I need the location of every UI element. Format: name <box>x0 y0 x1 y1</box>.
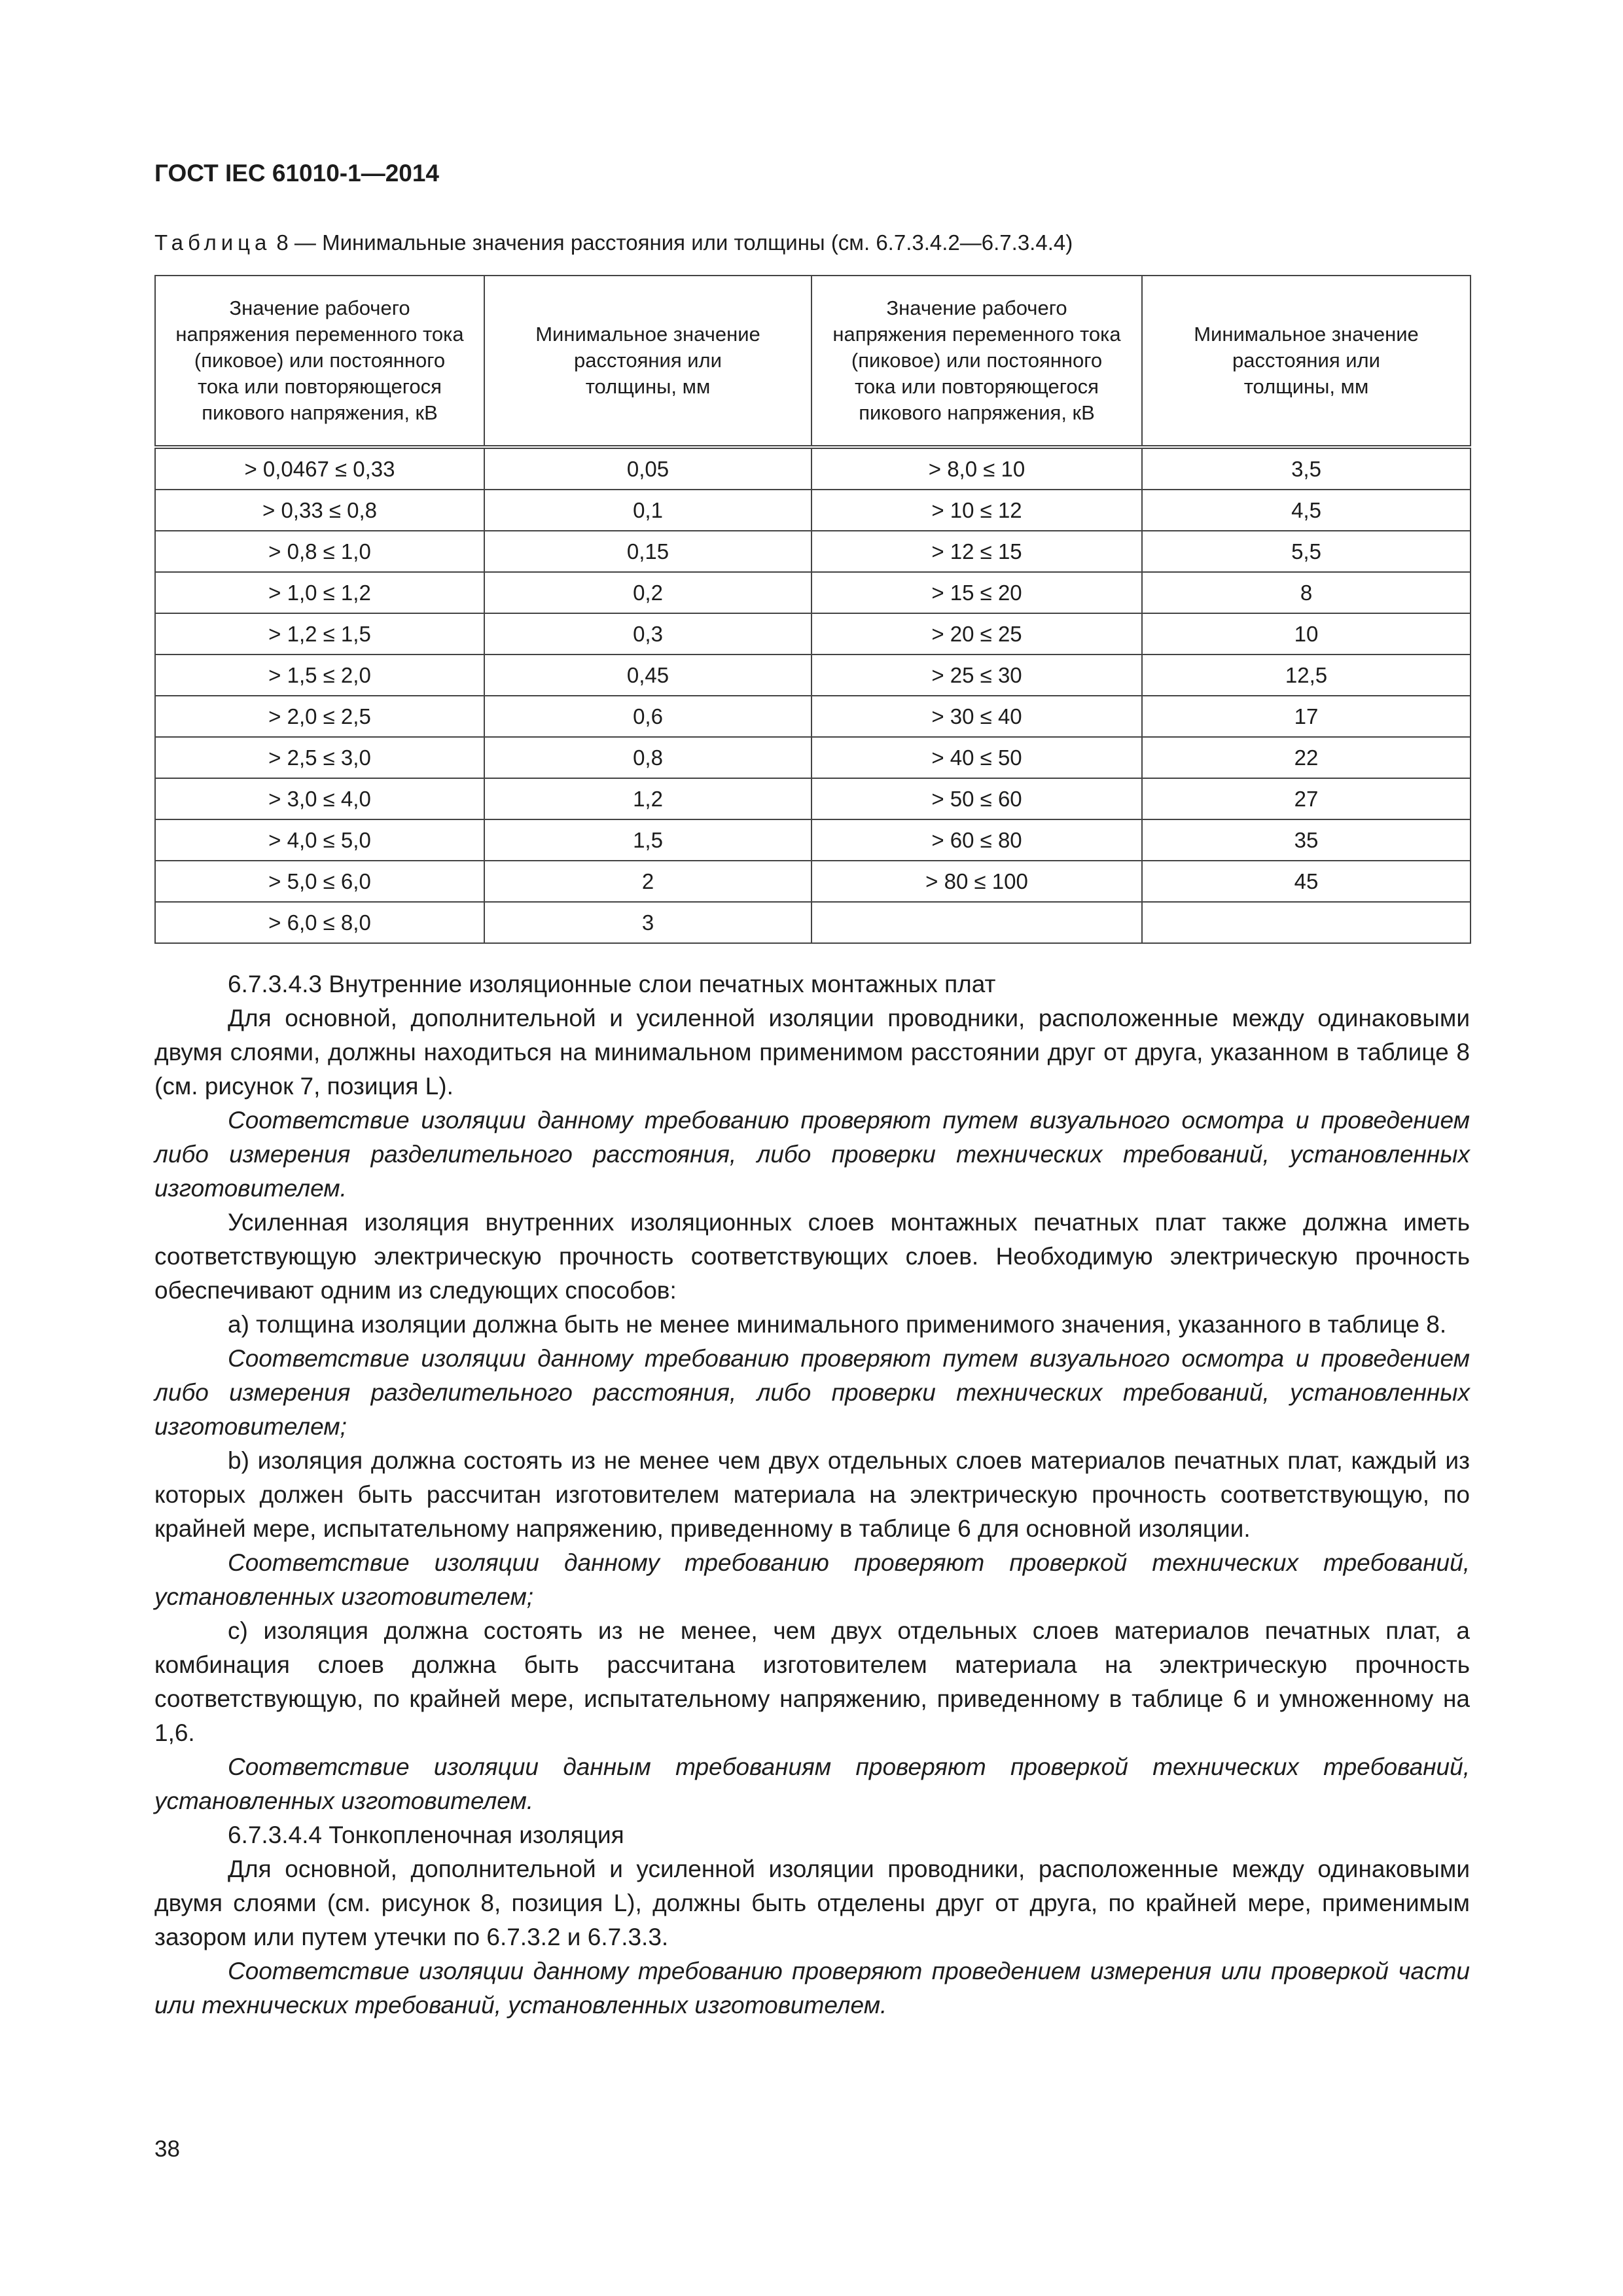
table-cell: > 0,0467 ≤ 0,33 <box>155 447 484 490</box>
table-caption <box>154 230 1073 255</box>
table-cell: > 4,0 ≤ 5,0 <box>155 819 484 861</box>
table-cell: > 10 ≤ 12 <box>812 490 1142 531</box>
table-cell: 8 <box>1142 572 1471 613</box>
compliance-paragraph: Соответствие изоляции данному требованию проверяют путем визуального осмотра и проведением либо измерения разделительного расстояния, либо проверки технических требований, установленных изготовителем. <box>154 1107 1470 1202</box>
column-header-1 <box>155 276 484 447</box>
column-header-line: Минимальное значение <box>1194 323 1419 346</box>
table-cell: > 1,0 ≤ 1,2 <box>155 572 484 613</box>
column-header-line: пикового напряжения, кВ <box>202 401 438 424</box>
column-header-line: Значение рабочего <box>229 296 410 319</box>
table-cell: 0,3 <box>484 613 812 655</box>
paragraph: Усиленная изоляция внутренних изоляционных слоев монтажных печатных плат также должна иметь соответствующую электрическую прочность соответствующих слоев. Необходимую электрическую прочность обеспечивают одним из следующих способов: <box>154 1209 1470 1304</box>
table-cell: 3 <box>484 902 812 943</box>
table-caption-text: 8 — Минимальные значения расстояния или толщины (см. 6.7.3.4.2—6.7.3.4.4) <box>276 230 1073 255</box>
table-cell: > 80 ≤ 100 <box>812 861 1142 902</box>
table-cell: 0,15 <box>484 531 812 572</box>
column-header-line: толщины, мм <box>1243 375 1369 398</box>
column-header-2 <box>484 276 812 447</box>
column-header-line: Значение рабочего <box>886 296 1067 319</box>
distance-thickness-table <box>154 275 1471 944</box>
column-header-line: Минимальное значение <box>535 323 760 346</box>
table-cell: 1,5 <box>484 819 812 861</box>
table-cell: 12,5 <box>1142 655 1471 696</box>
table-row <box>155 696 1471 737</box>
table-row <box>155 902 1471 943</box>
table-cell: > 8,0 ≤ 10 <box>812 447 1142 490</box>
table-body <box>155 447 1471 943</box>
table-row <box>155 490 1471 531</box>
table-row <box>155 819 1471 861</box>
table-cell: > 20 ≤ 25 <box>812 613 1142 655</box>
table-cell: > 12 ≤ 15 <box>812 531 1142 572</box>
column-header-line: (пиковое) или постоянного <box>194 349 446 372</box>
table-cell: > 1,5 ≤ 2,0 <box>155 655 484 696</box>
standard-header: ГОСТ IEC 61010-1—2014 <box>154 160 440 187</box>
paragraph: 6.7.3.4.4 Тонкопленочная изоляция <box>228 1821 624 1848</box>
paragraph: c) изоляция должна состоять из не менее, чем двух отдельных слоев материалов печатных плат, а комбинация слоев должна быть рассчитана изготовителем материала на электрическую прочность соответствующую, по крайней мере, испытательному напряжению, приведенному в таблице 6 и умноженному на 1,6. <box>154 1617 1470 1746</box>
table-cell: > 15 ≤ 20 <box>812 572 1142 613</box>
table-row <box>155 572 1471 613</box>
table-cell <box>812 902 1142 943</box>
column-header-line: напряжения переменного тока <box>175 323 464 346</box>
table-cell: > 50 ≤ 60 <box>812 778 1142 819</box>
column-header-4 <box>1142 276 1471 447</box>
table-cell: 0,05 <box>484 447 812 490</box>
table-cell: 45 <box>1142 861 1471 902</box>
table-cell <box>1142 902 1471 943</box>
table-cell: > 40 ≤ 50 <box>812 737 1142 778</box>
column-header-3 <box>812 276 1142 447</box>
column-header-line: расстояния или <box>574 349 722 372</box>
table-cell: 0,6 <box>484 696 812 737</box>
column-header-line: тока или повторяющегося <box>198 375 442 398</box>
table-cell: 0,8 <box>484 737 812 778</box>
table-cell: > 0,8 ≤ 1,0 <box>155 531 484 572</box>
table-cell: 0,2 <box>484 572 812 613</box>
table-cell: 35 <box>1142 819 1471 861</box>
table-cell: 0,1 <box>484 490 812 531</box>
table-row <box>155 655 1471 696</box>
table-cell: 0,45 <box>484 655 812 696</box>
paragraph: Для основной, дополнительной и усиленной изоляции проводники, расположенные между одинаковыми двумя слоями (см. рисунок 8, позиция L), должны быть отделены друг от друга, по крайней мере, применимым зазором или путем утечки по 6.7.3.2 и 6.7.3.3. <box>154 1856 1470 1950</box>
table-row <box>155 861 1471 902</box>
column-header-line: расстояния или <box>1232 349 1380 372</box>
compliance-paragraph: Соответствие изоляции данному требованию проверяют проведением измерения или проверкой части или технических требований, установленных изготовителем. <box>154 1958 1470 2018</box>
paragraph: b) изоляция должна состоять из не менее чем двух отдельных слоев материалов печатных плат, каждый из которых должен быть рассчитан изготовителем материала на электрическую прочность соответствующую, по крайней мере, испытательному напряжению, приведенному в таблице 6 для основной изоляции. <box>154 1447 1470 1542</box>
table-row <box>155 778 1471 819</box>
table-cell: 4,5 <box>1142 490 1471 531</box>
compliance-paragraph: Соответствие изоляции данному требованию проверяют проверкой технических требований, установленных изготовителем; <box>154 1549 1470 1610</box>
column-header-line: напряжения переменного тока <box>832 323 1121 346</box>
table-row <box>155 613 1471 655</box>
column-header-line: тока или повторяющегося <box>855 375 1099 398</box>
table-cell: > 2,5 ≤ 3,0 <box>155 737 484 778</box>
table-cell: 22 <box>1142 737 1471 778</box>
table-cell: > 6,0 ≤ 8,0 <box>155 902 484 943</box>
table-cell: > 60 ≤ 80 <box>812 819 1142 861</box>
table-cell: 2 <box>484 861 812 902</box>
table-cell: 1,2 <box>484 778 812 819</box>
table-row <box>155 737 1471 778</box>
table-cell: > 25 ≤ 30 <box>812 655 1142 696</box>
table-cell: > 2,0 ≤ 2,5 <box>155 696 484 737</box>
compliance-paragraph: Соответствие изоляции данным требованиям проверяют проверкой технических требований, установленных изготовителем. <box>154 1753 1470 1814</box>
paragraph: 6.7.3.4.3 Внутренние изоляционные слои печатных монтажных плат <box>228 971 996 997</box>
table-cell: 5,5 <box>1142 531 1471 572</box>
table-header-row <box>155 276 1471 447</box>
table-cell: > 5,0 ≤ 6,0 <box>155 861 484 902</box>
paragraph: Для основной, дополнительной и усиленной изоляции проводники, расположенные между одинаковыми двумя слоями, должны находиться на минимальном применимом расстоянии друг от друга, указанном в таблице 8 (см. рисунок 7, позиция L). <box>154 1005 1470 1100</box>
table-cell: 10 <box>1142 613 1471 655</box>
page-number: 38 <box>154 2136 180 2162</box>
column-header-line: (пиковое) или постоянного <box>851 349 1103 372</box>
table-cell: 27 <box>1142 778 1471 819</box>
table-row <box>155 531 1471 572</box>
table-caption-word: Таблица <box>154 230 272 255</box>
table-cell: 17 <box>1142 696 1471 737</box>
table-cell: > 30 ≤ 40 <box>812 696 1142 737</box>
column-header-line: пикового напряжения, кВ <box>859 401 1095 424</box>
column-header-line: толщины, мм <box>585 375 711 398</box>
paragraph: a) толщина изоляции должна быть не менее минимального применимого значения, указанного в таблице 8. <box>228 1311 1447 1338</box>
table-cell: > 0,33 ≤ 0,8 <box>155 490 484 531</box>
table-row <box>155 447 1471 490</box>
table-cell: 3,5 <box>1142 447 1471 490</box>
table-cell: > 3,0 ≤ 4,0 <box>155 778 484 819</box>
body-text <box>154 967 1470 2022</box>
table-cell: > 1,2 ≤ 1,5 <box>155 613 484 655</box>
compliance-paragraph: Соответствие изоляции данному требованию проверяют путем визуального осмотра и проведением либо измерения разделительного расстояния, либо проверки технических требований, установленных изготовителем; <box>154 1345 1470 1440</box>
